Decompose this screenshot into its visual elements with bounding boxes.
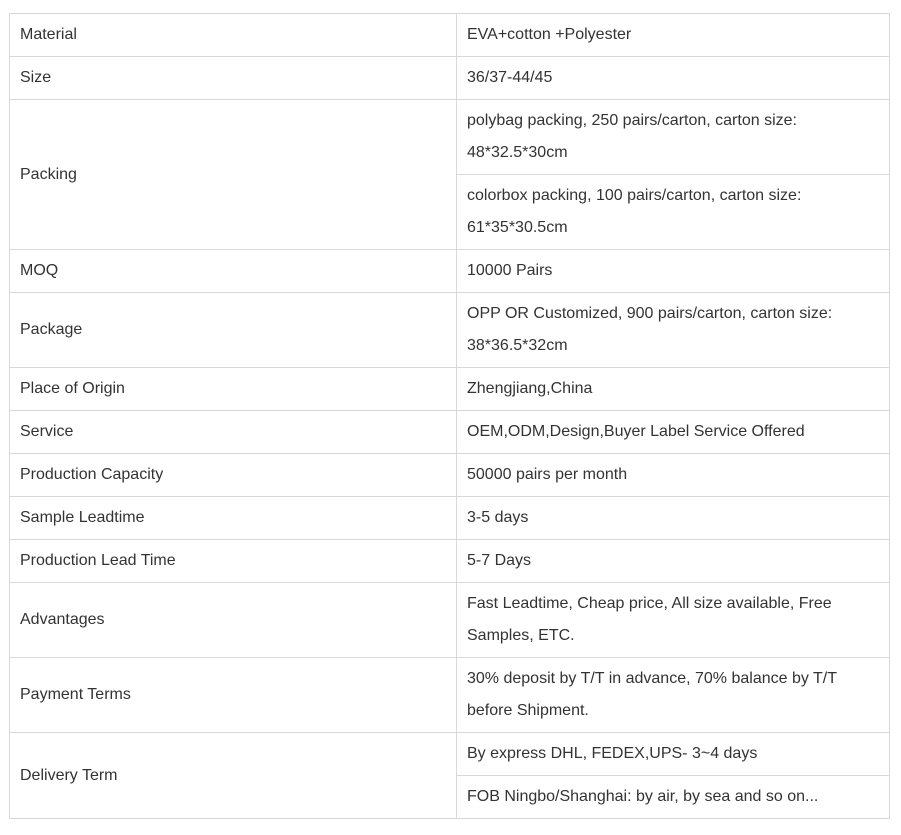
table-row <box>10 368 890 411</box>
spec-value: 30% deposit by T/T in advance, 70% balance by T/T before Shipment. <box>457 658 890 733</box>
table-row <box>10 14 890 57</box>
table-row <box>10 293 890 368</box>
table-row <box>10 497 890 540</box>
spec-label: Production Lead Time <box>10 540 457 583</box>
table-row <box>10 57 890 100</box>
spec-label: MOQ <box>10 250 457 293</box>
spec-value: Fast Leadtime, Cheap price, All size available, Free Samples, ETC. <box>457 583 890 658</box>
spec-value: OEM,ODM,Design,Buyer Label Service Offered <box>457 411 890 454</box>
table-row <box>10 733 890 776</box>
spec-table-body <box>10 14 890 819</box>
spec-label: Material <box>10 14 457 57</box>
table-row <box>10 540 890 583</box>
spec-label: Payment Terms <box>10 658 457 733</box>
spec-label: Place of Origin <box>10 368 457 411</box>
table-row <box>10 454 890 497</box>
spec-value: colorbox packing, 100 pairs/carton, carton size: 61*35*30.5cm <box>457 175 890 250</box>
table-row <box>10 100 890 175</box>
table-row <box>10 658 890 733</box>
spec-value: By express DHL, FEDEX,UPS- 3~4 days <box>457 733 890 776</box>
table-row <box>10 411 890 454</box>
spec-label: Sample Leadtime <box>10 497 457 540</box>
spec-value: OPP OR Customized, 900 pairs/carton, carton size: 38*36.5*32cm <box>457 293 890 368</box>
spec-value: Zhengjiang,China <box>457 368 890 411</box>
spec-value: EVA+cotton +Polyester <box>457 14 890 57</box>
spec-label: Package <box>10 293 457 368</box>
spec-label: Delivery Term <box>10 733 457 819</box>
spec-value: 3-5 days <box>457 497 890 540</box>
spec-value: 50000 pairs per month <box>457 454 890 497</box>
spec-value: polybag packing, 250 pairs/carton, carton size: 48*32.5*30cm <box>457 100 890 175</box>
product-spec-table <box>9 13 890 819</box>
spec-value: FOB Ningbo/Shanghai: by air, by sea and so on... <box>457 776 890 819</box>
spec-value: 5-7 Days <box>457 540 890 583</box>
table-row <box>10 250 890 293</box>
spec-value: 10000 Pairs <box>457 250 890 293</box>
table-row <box>10 583 890 658</box>
spec-label: Advantages <box>10 583 457 658</box>
spec-value: 36/37-44/45 <box>457 57 890 100</box>
spec-label: Packing <box>10 100 457 250</box>
spec-label: Size <box>10 57 457 100</box>
spec-label: Production Capacity <box>10 454 457 497</box>
spec-label: Service <box>10 411 457 454</box>
